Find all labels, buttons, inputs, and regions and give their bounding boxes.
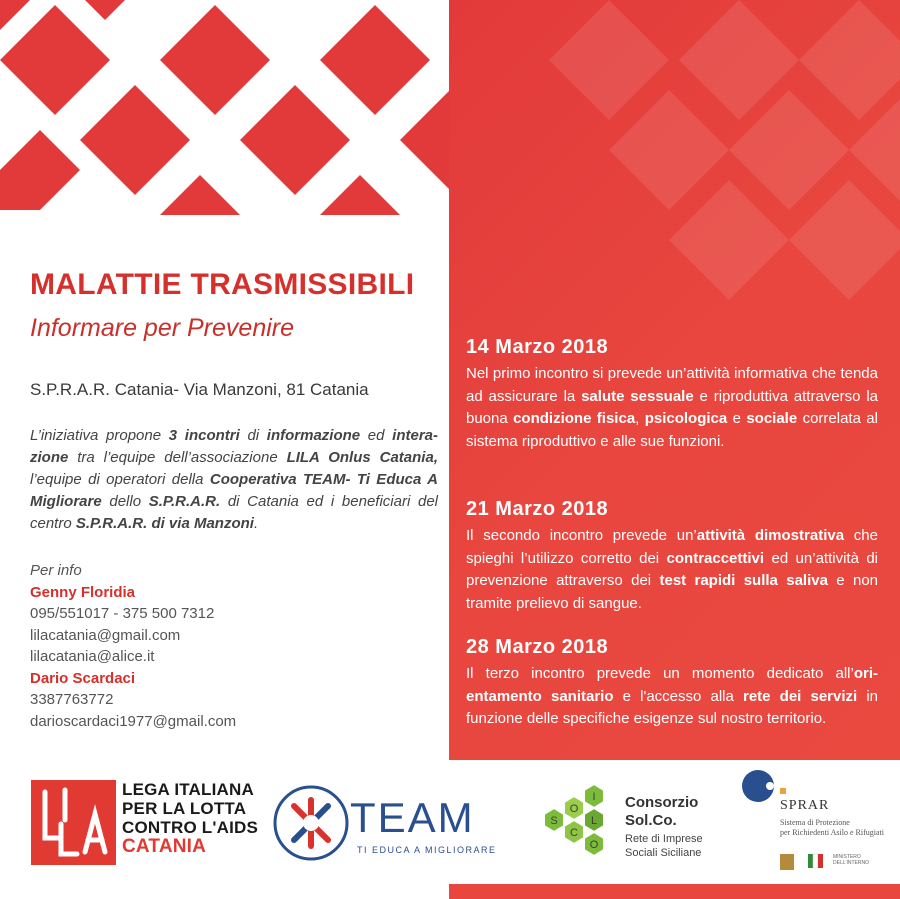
event-description: Nel primo incontro si prevede un’attività informativa che tenda ad assicurare la salute sessuale e riproduttiva attraverso la buona condizione fisica, psicologica e sociale correlata al sistema riproduttivo e alle sue funzioni. xyxy=(466,365,878,450)
svg-text:I: I xyxy=(592,791,596,803)
solco-logo-icon xyxy=(530,782,620,872)
ministry-label: MINISTERO DELL'INTERNO xyxy=(833,854,869,866)
contact-phone: 095/551017 - 375 500 7312 xyxy=(30,605,215,622)
contact-name: Genny Floridia xyxy=(30,583,136,601)
contact-info xyxy=(30,560,236,732)
team-logo-tagline: TI EDUCA A MIGLIORARE xyxy=(357,845,497,855)
contact-email[interactable]: lilacatania@gmail.com xyxy=(30,626,181,644)
solco-logo-subtext: Rete di Imprese Sociali Siciliane xyxy=(625,833,703,859)
sprar-logo-subtext: Sistema di Protezione per Richiedenti Asilo e Rifugiati xyxy=(780,818,884,837)
event-description: Il secondo incontro prevede un’attività dimostrativa che spieghi l’utilizzo corretto dei contraccettivi ed un’attività di prevenzione attraverso dei test rapidi sulla saliva e non tramite prelievo di sangue. xyxy=(466,527,879,612)
svg-text:L: L xyxy=(590,815,598,827)
location-address: S.P.R.A.R. Catania- Via Manzoni, 81 Catania xyxy=(30,380,369,399)
diamond-pattern-right xyxy=(449,0,900,330)
event-date: 14 Marzo 2018 xyxy=(466,336,609,358)
team-logo-text: TEAM xyxy=(350,794,475,841)
diamond-pattern-left xyxy=(0,0,449,230)
svg-text:S: S xyxy=(550,815,558,827)
contact-label: Per info xyxy=(30,562,82,579)
sprar-logo-text: SPRAR xyxy=(780,798,830,813)
svg-text:O: O xyxy=(589,839,599,851)
contact-email[interactable]: darioscardaci1977@gmail.com xyxy=(30,712,237,730)
svg-text:C: C xyxy=(570,827,578,839)
ministry-emblem-icon xyxy=(780,852,830,872)
event-description: Il terzo incontro prevede un momento dedicato all’ori-entamento sanitario e l'accesso alla rete dei servizi in funzione delle specifiche esigenze sul nostro territorio. xyxy=(466,665,879,727)
intro-paragraph: L’iniziativa propone 3 incontri di informazione ed intera-zione tra l’equipe dell’associazione LILA Onlus Catania, l’equipe di operatori della Cooperativa TEAM- Ti Educa A Migliorare dello S.P.R.A.R. di Catania ed i beneficiari del centro S.P.R.A.R. di via Manzoni. xyxy=(30,427,438,532)
event-date: 21 Marzo 2018 xyxy=(466,498,609,520)
contact-name: Dario Scardaci xyxy=(30,669,136,687)
solco-logo-text: Consorzio Sol.Co. xyxy=(625,794,699,829)
lila-logo-icon xyxy=(31,780,116,865)
event-date: 28 Marzo 2018 xyxy=(466,636,609,658)
lila-logo-text: LEGA ITALIANA PER LA LOTTA CONTRO L'AIDS CATANIA xyxy=(122,780,259,857)
event-block xyxy=(466,636,878,731)
event-block xyxy=(466,336,878,453)
team-logo-icon xyxy=(270,782,352,864)
footer-red-strip xyxy=(449,884,900,899)
contact-email[interactable]: lilacatania@alice.it xyxy=(30,648,155,665)
svg-text:O: O xyxy=(569,803,579,815)
page-title: MALATTIE TRASMISSIBILI xyxy=(30,268,415,301)
event-block xyxy=(466,498,878,615)
contact-phone: 3387763772 xyxy=(30,691,114,708)
partner-logos xyxy=(0,760,900,884)
page-subtitle: Informare per Prevenire xyxy=(30,314,295,342)
